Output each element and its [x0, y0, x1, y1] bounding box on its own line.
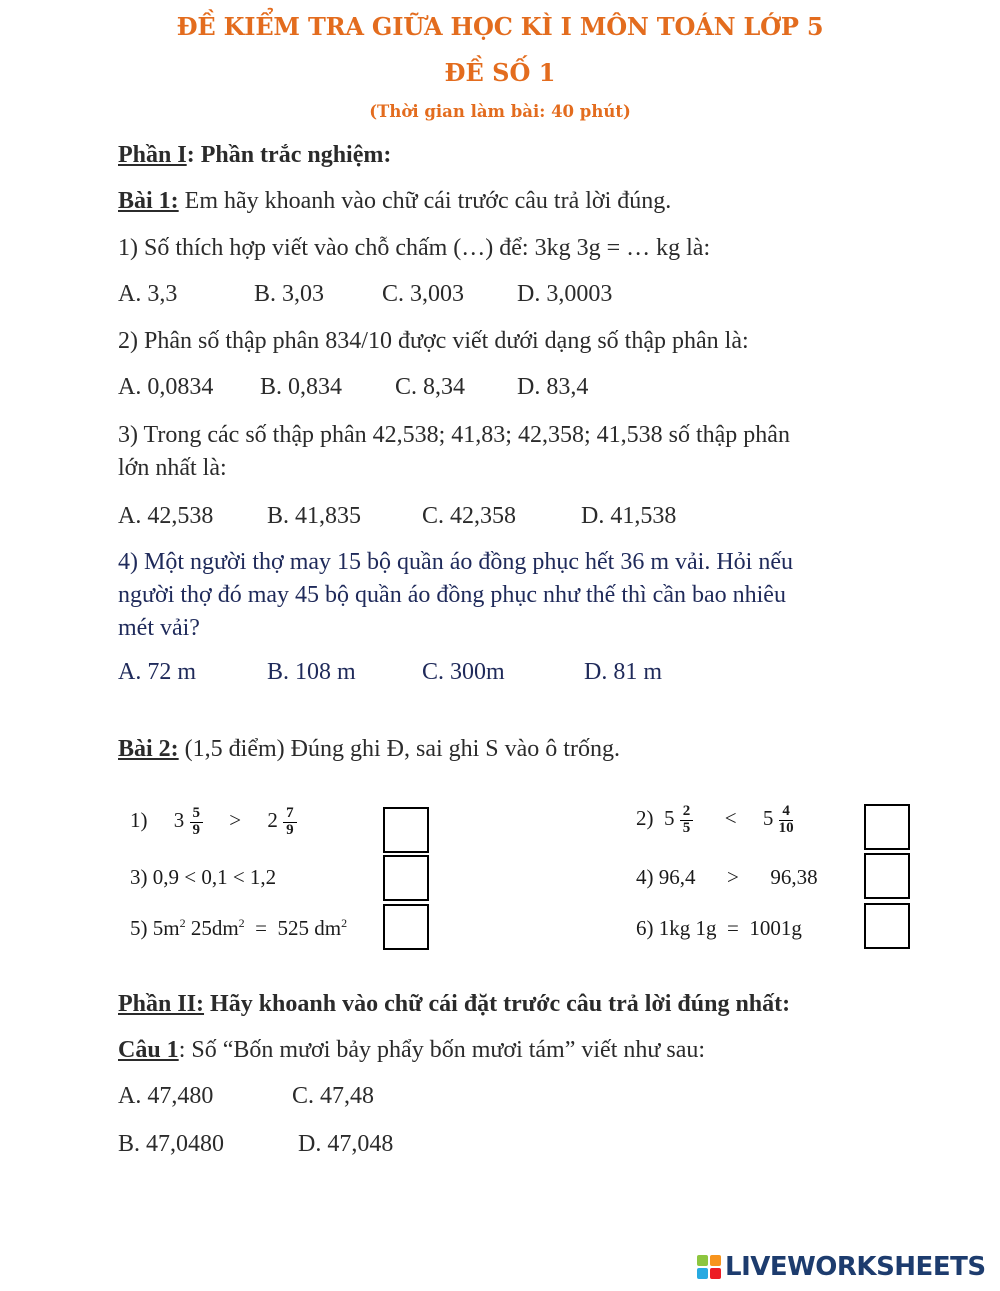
page-subtitle: ĐỀ SỐ 1 [444, 58, 556, 87]
bai2-item-3: 3) 0,9 < 0,1 < 1,2 [130, 865, 277, 889]
item4-operator: > [727, 865, 739, 889]
item1-fraction-2 [283, 806, 297, 839]
liveworksheets-logo [697, 1250, 986, 1284]
q3-option-c[interactable]: C. 42,358 [422, 503, 517, 529]
time-note: (Thời gian làm bài: 40 phút) [369, 102, 631, 121]
item5-sup-2: 2 [238, 916, 245, 930]
part2-q1-label: Câu 1 [118, 1037, 179, 1063]
bai2-heading [118, 736, 620, 763]
question-4-text-line3: mét vải? [118, 615, 200, 641]
q4-option-d[interactable]: D. 81 m [584, 659, 662, 685]
part2-option-a[interactable]: A. 47,480 [118, 1083, 214, 1109]
bai1-label: Bài 1: [118, 188, 179, 214]
part1-heading [118, 142, 391, 169]
answer-box-5[interactable] [383, 904, 429, 950]
item2-numerator-2: 4 [779, 804, 793, 821]
item2-fraction-2 [779, 804, 794, 837]
item1-denominator-2: 9 [286, 821, 294, 838]
item5-part-3: = 525 dm [244, 916, 342, 940]
question-4-text-line1: 4) Một người thợ may 15 bộ quần áo đồng phục hết 36 m vải. Hỏi nếu [118, 549, 793, 575]
q2-option-c[interactable]: C. 8,34 [395, 374, 466, 400]
part2-heading-rest: Hãy khoanh vào chữ cái đặt trước câu trả lời đúng nhất: [204, 991, 791, 1017]
question-1-text: 1) Số thích hợp viết vào chỗ chấm (…) để: 3kg 3g = … kg là: [118, 235, 711, 261]
q4-option-c[interactable]: C. 300m [422, 659, 505, 685]
q1-option-c[interactable]: C. 3,003 [382, 281, 465, 307]
q1-option-a[interactable]: A. 3,3 [118, 281, 178, 307]
item2-number: 2) [636, 806, 654, 831]
part2-option-b[interactable]: B. 47,0480 [118, 1131, 225, 1157]
part1-heading-label: Phần I [118, 142, 187, 168]
q4-option-a[interactable]: A. 72 m [118, 659, 196, 685]
item2-numerator-1: 2 [680, 804, 694, 821]
q2-option-b[interactable]: B. 0,834 [260, 374, 343, 400]
bai2-item-6: 6) 1kg 1g = 1001g [636, 916, 802, 940]
logo-blocks-icon [697, 1255, 721, 1279]
q2-option-a[interactable]: A. 0,0834 [118, 374, 214, 400]
q3-option-a[interactable]: A. 42,538 [118, 503, 214, 529]
logo-text: LIVEWORKSHEETS [725, 1252, 986, 1282]
bai2-item-1 [130, 806, 297, 839]
item5-part-1: 5) 5m [130, 916, 180, 940]
q1-option-b[interactable]: B. 3,03 [254, 281, 325, 307]
item5-sup-3: 2 [341, 916, 348, 930]
part2-heading [118, 991, 790, 1018]
item1-whole-2: 2 [267, 808, 278, 833]
item1-operator: > [229, 808, 242, 833]
answer-box-3[interactable] [383, 855, 429, 901]
item1-fraction-1 [190, 806, 204, 839]
question-3-text-line2: lớn nhất là: [118, 455, 227, 481]
item4-left: 96,4 [658, 865, 696, 889]
q4-option-b[interactable]: B. 108 m [267, 659, 356, 685]
logo-block [710, 1255, 721, 1266]
item2-operator: < [724, 806, 737, 831]
part1-heading-rest: : Phần trắc nghiệm: [186, 142, 392, 168]
bai2-item-4 [636, 865, 818, 890]
item5-part-2: 25dm [185, 916, 239, 940]
q3-option-d[interactable]: D. 41,538 [581, 503, 677, 529]
item1-number: 1) [130, 808, 148, 833]
bai2-item-5 [130, 916, 347, 941]
answer-box-2[interactable] [864, 804, 910, 850]
item2-whole-2: 5 [762, 806, 774, 831]
item1-numerator-1: 5 [190, 806, 204, 823]
answer-box-1[interactable] [383, 807, 429, 853]
item5-sup-1: 2 [179, 916, 186, 930]
bai2-item-2 [636, 804, 794, 837]
bai1-instruction: Em hãy khoanh vào chữ cái trước câu trả lời đúng. [178, 188, 672, 214]
q3-option-b[interactable]: B. 41,835 [267, 503, 362, 529]
item4-right: 96,38 [770, 865, 818, 889]
q1-option-d[interactable]: D. 3,0003 [517, 281, 613, 307]
bai2-instruction: (1,5 điểm) Đúng ghi Đ, sai ghi S vào ô trống. [178, 736, 620, 762]
item1-whole-1: 3 [173, 808, 185, 833]
item4-number: 4) [636, 865, 654, 889]
answer-box-4[interactable] [864, 853, 910, 899]
part2-question-1 [118, 1037, 705, 1064]
item1-numerator-2: 7 [283, 806, 297, 823]
item2-denominator-2: 10 [778, 819, 794, 836]
part2-heading-label: Phần II: [118, 991, 205, 1017]
bai2-label: Bài 2: [118, 736, 179, 762]
part2-option-c[interactable]: C. 47,48 [292, 1083, 375, 1109]
item2-whole-1: 5 [664, 806, 675, 831]
logo-block [710, 1268, 721, 1279]
q2-option-d[interactable]: D. 83,4 [517, 374, 589, 400]
item1-denominator-1: 9 [192, 821, 200, 838]
page-title: ĐỀ KIỂM TRA GIỮA HỌC KÌ I MÔN TOÁN LỚP 5 [176, 12, 824, 41]
question-4-text-line2: người thợ đó may 45 bộ quần áo đồng phục như thế thì cần bao nhiêu [118, 582, 786, 608]
part2-q1-text: : Số “Bốn mươi bảy phẩy bốn mươi tám” viết như sau: [178, 1037, 706, 1063]
item2-denominator-1: 5 [682, 819, 691, 836]
logo-block [697, 1255, 708, 1266]
item2-fraction-1 [680, 804, 694, 837]
logo-block [697, 1268, 708, 1279]
question-3-text-line1: 3) Trong các số thập phân 42,538; 41,83; 42,358; 41,538 số thập phân [118, 422, 790, 448]
question-2-text: 2) Phân số thập phân 834/10 được viết dưới dạng số thập phân là: [118, 328, 749, 354]
bai1-heading [118, 188, 671, 215]
part2-option-d[interactable]: D. 47,048 [298, 1131, 394, 1157]
answer-box-6[interactable] [864, 903, 910, 949]
